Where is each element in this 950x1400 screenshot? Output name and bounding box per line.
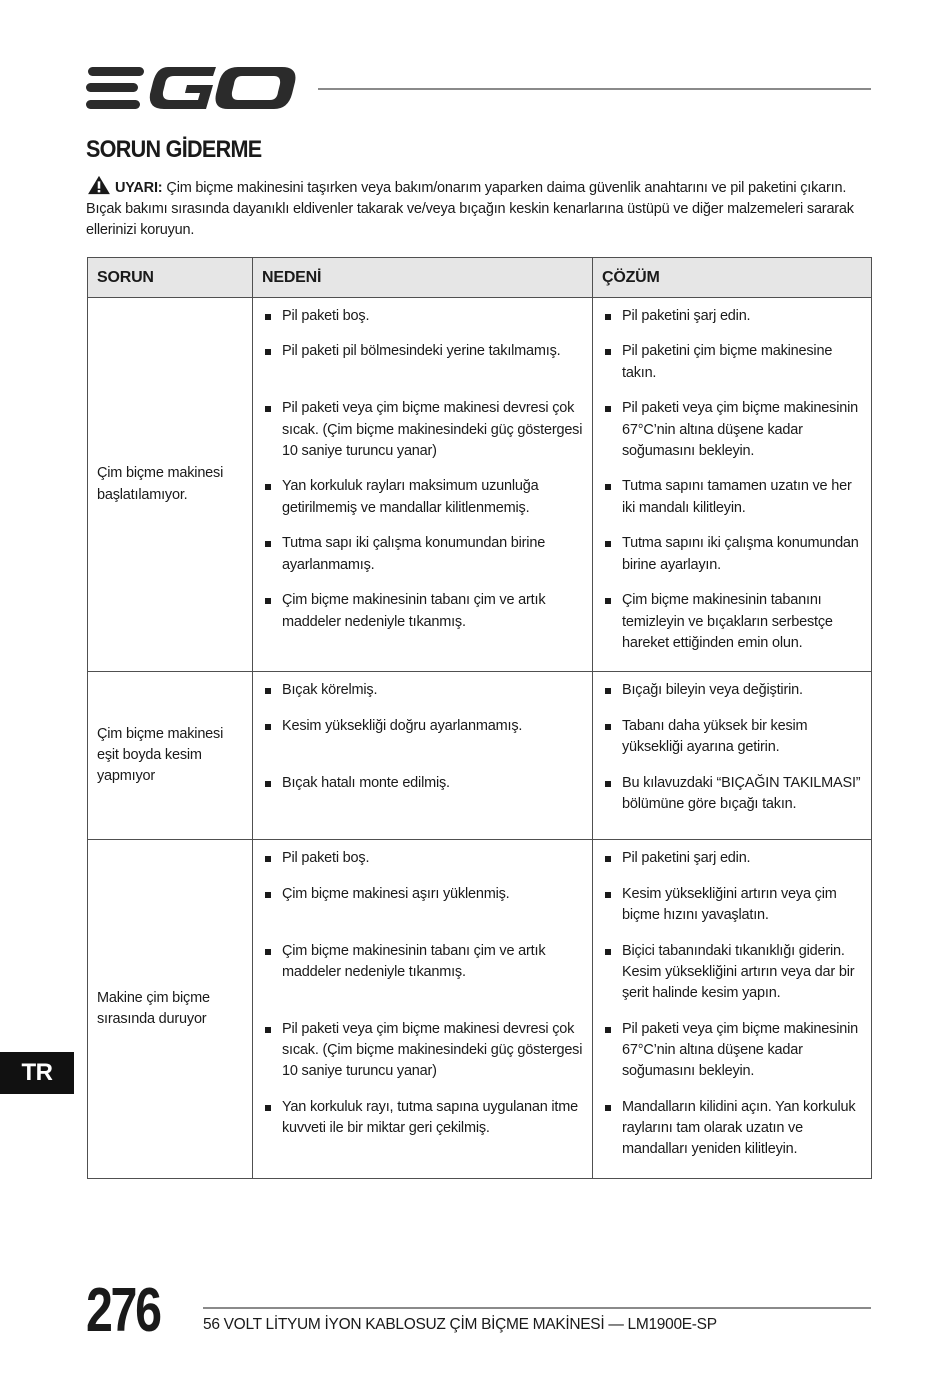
cause-item bbox=[265, 306, 584, 327]
solution-item bbox=[605, 1019, 863, 1083]
solution-cell bbox=[593, 298, 872, 672]
problem-cell bbox=[88, 298, 253, 672]
cause-text: Kesim yüksekliği doğru ayarlanmamış. bbox=[282, 717, 523, 734]
solution-text: Pil paketini şarj edin. bbox=[622, 308, 751, 324]
language-tab: TR bbox=[0, 1052, 74, 1094]
solution-text: Tabanı daha yüksek bir kesim yüksekliği ayarına getirin. bbox=[622, 717, 808, 755]
square-bullet-icon bbox=[265, 892, 271, 898]
troubleshooting-table bbox=[87, 257, 872, 1179]
square-bullet-icon bbox=[265, 781, 271, 787]
square-bullet-icon bbox=[265, 856, 271, 862]
table-row bbox=[88, 840, 872, 1178]
solution-item bbox=[605, 306, 863, 327]
solution-item bbox=[605, 341, 863, 384]
square-bullet-icon bbox=[605, 484, 611, 490]
footer-text: 56 VOLT LİTYUM İYON KABLOSUZ ÇİM BİÇME MAKİNESİ — LM1900E-SP bbox=[203, 1316, 717, 1333]
warning-text: Çim biçme makinesini taşırken veya bakım/onarım yaparken daima güvenlik anahtarını ve pil paketini çıkarın. Bıçak bakımı sırasında dayanıklı eldivenler takarak ve/veya bıçağın keskin kenarlarına üstüpü ve diğer malzemeleri sararak ellerinizi koruyun. bbox=[86, 180, 854, 238]
column-header-cause: NEDENİ bbox=[253, 258, 593, 298]
table-header-row bbox=[88, 258, 872, 298]
cause-text: Pil paketi boş. bbox=[282, 850, 370, 867]
square-bullet-icon bbox=[605, 598, 611, 604]
square-bullet-icon bbox=[605, 349, 611, 355]
solution-item bbox=[605, 533, 863, 576]
cause-item bbox=[265, 680, 584, 701]
square-bullet-icon bbox=[605, 949, 611, 955]
solution-item bbox=[605, 476, 863, 519]
cause-item bbox=[265, 1097, 584, 1161]
square-bullet-icon bbox=[265, 314, 271, 320]
square-bullet-icon bbox=[265, 406, 271, 412]
warning-label: UYARI: bbox=[115, 180, 163, 196]
square-bullet-icon bbox=[605, 892, 611, 898]
problem-text: Makine çim biçme sırasında duruyor bbox=[97, 989, 210, 1027]
table-row bbox=[88, 298, 872, 672]
solution-item bbox=[605, 716, 863, 759]
warning-block bbox=[86, 175, 876, 241]
square-bullet-icon bbox=[605, 314, 611, 320]
page-number: 276 bbox=[86, 1276, 160, 1345]
problem-text: Çim biçme makinesi eşit boyda kesim yapmıyor bbox=[97, 725, 224, 785]
square-bullet-icon bbox=[605, 781, 611, 787]
solution-text: Pil paketi veya çim biçme makinesinin 67°C’nin altına düşene kadar soğumasını bekleyin. bbox=[622, 1020, 858, 1080]
cause-text: Çim biçme makinesi aşırı yüklenmiş. bbox=[282, 885, 510, 902]
square-bullet-icon bbox=[605, 856, 611, 862]
cause-text: Çim biçme makinesinin tabanı çim ve artık maddeler nedeniyle tıkanmış. bbox=[282, 942, 546, 980]
footer-rule bbox=[203, 1307, 871, 1309]
cause-text: Pil paketi veya çim biçme makinesi devresi çok sıcak. (Çim biçme makinesindeki güç göstergesi 10 saniye turuncu yanar) bbox=[282, 1020, 583, 1080]
column-header-solution: ÇÖZÜM bbox=[593, 258, 872, 298]
cause-text: Bıçak körelmiş. bbox=[282, 682, 378, 699]
warning-triangle-icon bbox=[86, 175, 112, 195]
solution-text: Çim biçme makinesinin tabanını temizleyin ve bıçakların serbestçe hareket ettiğinden emin olun. bbox=[622, 592, 833, 651]
page-title: SORUN GİDERME bbox=[86, 136, 262, 163]
problem-cell bbox=[88, 840, 253, 1178]
cause-text: Yan korkuluk rayları maksimum uzunluğa getirilmemiş ve mandallar kilitlenmemiş. bbox=[282, 478, 539, 516]
cause-text: Pil paketi pil bölmesindeki yerine takılmamış. bbox=[282, 343, 561, 360]
square-bullet-icon bbox=[605, 1027, 611, 1033]
solution-cell bbox=[593, 672, 872, 840]
cause-item bbox=[265, 533, 584, 576]
square-bullet-icon bbox=[605, 406, 611, 412]
solution-text: Pil paketini şarj edin. bbox=[622, 850, 751, 867]
cause-text: Bıçak hatalı monte edilmiş. bbox=[282, 774, 450, 791]
cause-item bbox=[265, 773, 584, 816]
cause-item bbox=[265, 848, 584, 869]
cause-item bbox=[265, 476, 584, 519]
cause-item bbox=[265, 590, 584, 654]
square-bullet-icon bbox=[265, 1027, 271, 1033]
solution-item bbox=[605, 884, 863, 927]
square-bullet-icon bbox=[265, 541, 271, 547]
cause-item bbox=[265, 398, 584, 462]
square-bullet-icon bbox=[265, 484, 271, 490]
cause-text: Çim biçme makinesinin tabanı çim ve artık maddeler nedeniyle tıkanmış. bbox=[282, 592, 546, 630]
header-rule bbox=[318, 88, 871, 90]
ego-logo bbox=[86, 64, 298, 112]
solution-text: Bıçağı bileyin veya değiştirin. bbox=[622, 682, 803, 699]
solution-text: Biçici tabanındaki tıkanıklığı giderin. Kesim yüksekliğini artırın veya dar bir şerit halinde kesim yapın. bbox=[622, 942, 855, 1002]
cause-text: Tutma sapı iki çalışma konumundan birine ayarlanmamış. bbox=[282, 535, 546, 573]
square-bullet-icon bbox=[265, 349, 271, 355]
solution-text: Kesim yüksekliğini artırın veya çim biçme hızını yavaşlatın. bbox=[622, 885, 837, 923]
square-bullet-icon bbox=[265, 598, 271, 604]
cause-item bbox=[265, 941, 584, 1005]
square-bullet-icon bbox=[265, 688, 271, 694]
solution-text: Tutma sapını iki çalışma konumundan birine ayarlayın. bbox=[622, 535, 859, 573]
solution-item bbox=[605, 398, 863, 462]
cause-cell bbox=[253, 672, 593, 840]
square-bullet-icon bbox=[605, 541, 611, 547]
cause-item bbox=[265, 1019, 584, 1083]
cause-item bbox=[265, 341, 584, 384]
cause-text: Pil paketi veya çim biçme makinesi devresi çok sıcak. (Çim biçme makinesindeki güç göstergesi 10 saniye turuncu yanar) bbox=[282, 400, 583, 459]
solution-item bbox=[605, 848, 863, 869]
square-bullet-icon bbox=[605, 688, 611, 694]
cause-cell bbox=[253, 298, 593, 672]
cause-text: Yan korkuluk rayı, tutma sapına uygulanan itme kuvveti ile bir miktar geri çekilmiş. bbox=[282, 1098, 579, 1136]
square-bullet-icon bbox=[265, 724, 271, 730]
column-header-problem: SORUN bbox=[88, 258, 253, 298]
cause-text: Pil paketi boş. bbox=[282, 308, 370, 324]
square-bullet-icon bbox=[265, 1105, 271, 1111]
solution-item bbox=[605, 773, 863, 816]
table-row bbox=[88, 672, 872, 840]
square-bullet-icon bbox=[605, 724, 611, 730]
problem-text: Çim biçme makinesi başlatılamıyor. bbox=[97, 465, 224, 503]
square-bullet-icon bbox=[265, 949, 271, 955]
solution-text: Pil paketini çim biçme makinesine takın. bbox=[622, 343, 833, 381]
solution-text: Pil paketi veya çim biçme makinesinin 67°C’nin altına düşene kadar soğumasını bekleyin. bbox=[622, 400, 858, 459]
problem-cell bbox=[88, 672, 253, 840]
solution-text: Tutma sapını tamamen uzatın ve her iki mandalı kilitleyin. bbox=[622, 478, 852, 516]
solution-item bbox=[605, 1097, 863, 1161]
cause-item bbox=[265, 716, 584, 759]
solution-item bbox=[605, 590, 863, 654]
cause-item bbox=[265, 884, 584, 927]
solution-item bbox=[605, 680, 863, 701]
solution-text: Mandalların kilidini açın. Yan korkuluk raylarını tam olarak uzatın ve mandalları yeniden kilitleyin. bbox=[622, 1098, 856, 1158]
solution-text: Bu kılavuzdaki “BIÇAĞIN TAKILMASI” bölümüne göre bıçağı takın. bbox=[622, 774, 861, 812]
solution-cell bbox=[593, 840, 872, 1178]
square-bullet-icon bbox=[605, 1105, 611, 1111]
solution-item bbox=[605, 941, 863, 1005]
cause-cell bbox=[253, 840, 593, 1178]
